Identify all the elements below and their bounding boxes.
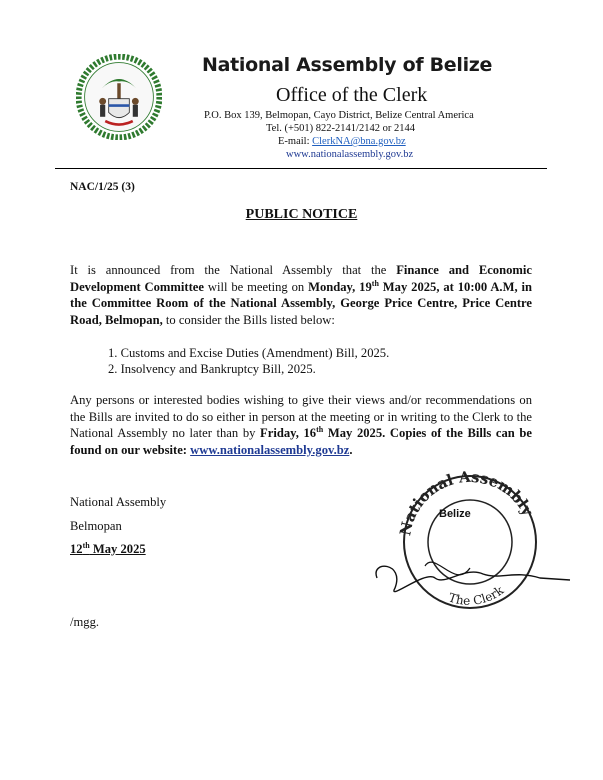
list-item: 1. Customs and Excise Duties (Amendment) Bill, 2025. (108, 346, 390, 360)
email-label: E-mail: (278, 136, 313, 147)
website-header-link[interactable]: www.nationalassembly.gov.bz (286, 149, 414, 160)
signature-date: 12th May 2025 (70, 540, 146, 556)
deadline-date: Friday, 16th May 2025. Copies of the Bills can be found on our website: (70, 424, 533, 457)
notice-title: PUBLIC NOTICE (245, 207, 358, 222)
announcement-paragraph (70, 262, 532, 328)
submission-paragraph (70, 392, 532, 458)
svg-text:National Assembly: National Assembly (396, 470, 537, 538)
stamp-center-text: Belize (439, 508, 471, 520)
text-segment: . (349, 442, 353, 457)
bills-list (108, 345, 389, 377)
list-item: 2. Insolvency and Bankruptcy Bill, 2025. (108, 362, 316, 376)
telephone-line: Tel. (+501) 822-2141/2142 or 2144 (266, 123, 415, 134)
text-segment: will be meeting on (203, 279, 309, 294)
meeting-details: Monday, 19th May 2025, at 10:00 A.M, in the Committee Room of the National Assembly, George Price Centre, Price Centre Road, Belmopan, (70, 278, 532, 327)
svg-text:The Clerk: The Clerk (446, 583, 507, 608)
signature-line-1: National Assembly (70, 495, 167, 509)
email-line (278, 136, 406, 147)
organization-title: National Assembly of Belize (202, 54, 493, 76)
text-segment: Any persons or interested bodies wishing to give their views and/or recommendations on the Bills are invited to do so either in person at the meeting or in writing to the Clerk to the National Assembly no later than by (70, 393, 532, 440)
header-divider (55, 168, 547, 169)
address-line: P.O. Box 139, Belmopan, Cayo District, Belize Central America (204, 110, 474, 121)
website-link[interactable]: www.nationalassembly.gov.bz (190, 442, 350, 457)
committee-name: Finance and Economic Development Committee (70, 263, 532, 294)
typist-initials: /mgg. (70, 615, 100, 629)
belize-coat-of-arms (76, 54, 162, 140)
text-segment: to consider the Bills listed below: (162, 312, 335, 327)
email-link[interactable]: ClerkNA@bna.gov.bz (312, 136, 406, 147)
text-segment: It is announced from the National Assembly that the (70, 263, 397, 277)
signature-line-2: Belmopan (70, 519, 122, 533)
clerk-stamp-signature (365, 470, 575, 610)
reference-number: NAC/1/25 (3) (70, 181, 135, 193)
office-subtitle: Office of the Clerk (276, 84, 428, 106)
